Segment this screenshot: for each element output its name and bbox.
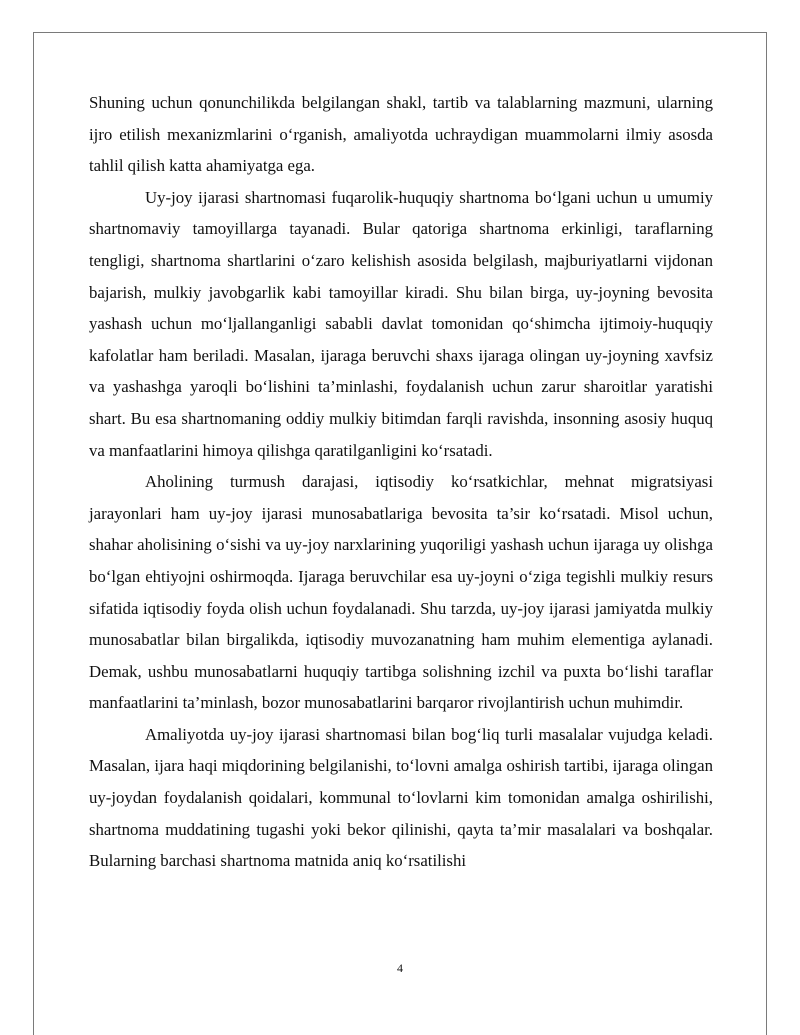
paragraph-1: Shuning uchun qonunchilikda belgilangan shakl, tartib va talablarning mazmuni, ularning ijro etilish mexanizmlarini o‘rganish, amaliyotda uchraydigan muammolarni ilmiy asosda tahlil qilish katta ahamiyatga ega.: [89, 93, 713, 176]
paragraph-4: Amaliyotda uy-joy ijarasi shartnomasi bilan bog‘liq turli masalalar vujudga keladi. Masalan, ijara haqi miqdorining belgilanishi, to‘lovni amalga oshirish tartibi, ijaraga olingan uy-joydan foydalanish qoidalari, kommunal to‘lovlarni kim tomonidan amalga oshirilishi, shartnoma muddatining tugashi yoki bekor qilinishi, qayta ta’mir masalalari va boshqalar. Bularning barchasi shartnoma matnida aniq ko‘rsatilishi: [89, 724, 713, 871]
document-page: [33, 32, 767, 1035]
page-number: 4: [397, 961, 403, 975]
paragraph-2: Uy-joy ijarasi shartnomasi fuqarolik-huquqiy shartnoma bo‘lgani uchun u umumiy shartnomaviy tamoyillarga tayanadi. Bular qatoriga shartnoma erkinligi, taraflarning tengligi, shartnoma shartlarini o‘zaro kelishish asosida belgilash, majburiyatlarni vijdonan bajarish, mulkiy javobgarlik kabi tamoyillar kiradi. Shu bilan birga, uy-joyning bevosita yashash uchun mo‘ljallanganligi sababli davlat tomonidan qo‘shimcha ijtimoiy-huquqiy kafolatlar ham beriladi. Masalan, ijaraga beruvchi shaxs ijaraga olingan uy-joyning xavfsiz va yashashga yaroqli bo‘lishini ta’minlashi, foydalanish uchun zarur sharoitlar yaratishi shart. Bu esa shartnomaning oddiy mulkiy bitimdan farqli ravishda, insonning asosiy huquq va manfaatlarini himoya qilishga qaratilganligini ko‘rsatadi.: [89, 187, 713, 460]
paragraph-3: Aholining turmush darajasi, iqtisodiy ko‘rsatkichlar, mehnat migratsiyasi jarayonlari ham uy-joy ijarasi munosabatlariga bevosita ta’sir ko‘rsatadi. Misol uchun, shahar aholisining o‘sishi va uy-joy narxlarining yuqoriligi yashash uchun ijaraga uy olishga bo‘lgan ehtiyojni oshirmoqda. Ijaraga beruvchilar esa uy-joyni o‘ziga tegishli mulkiy resurs sifatida iqtisodiy foyda olish uchun foydalanadi. Shu tarzda, uy-joy ijarasi jamiyatda mulkiy munosabatlar bilan birgalikda, iqtisodiy muvozanatning ham muhim elementiga aylanadi. Demak, ushbu munosabatlarni huquqiy tartibga solishning izchil va puxta bo‘lishi taraflar manfaatlarini ta’minlash, bozor munosabatlarini barqaror rivojlantirish uchun muhimdir.: [89, 472, 713, 713]
page-body: [89, 87, 713, 877]
